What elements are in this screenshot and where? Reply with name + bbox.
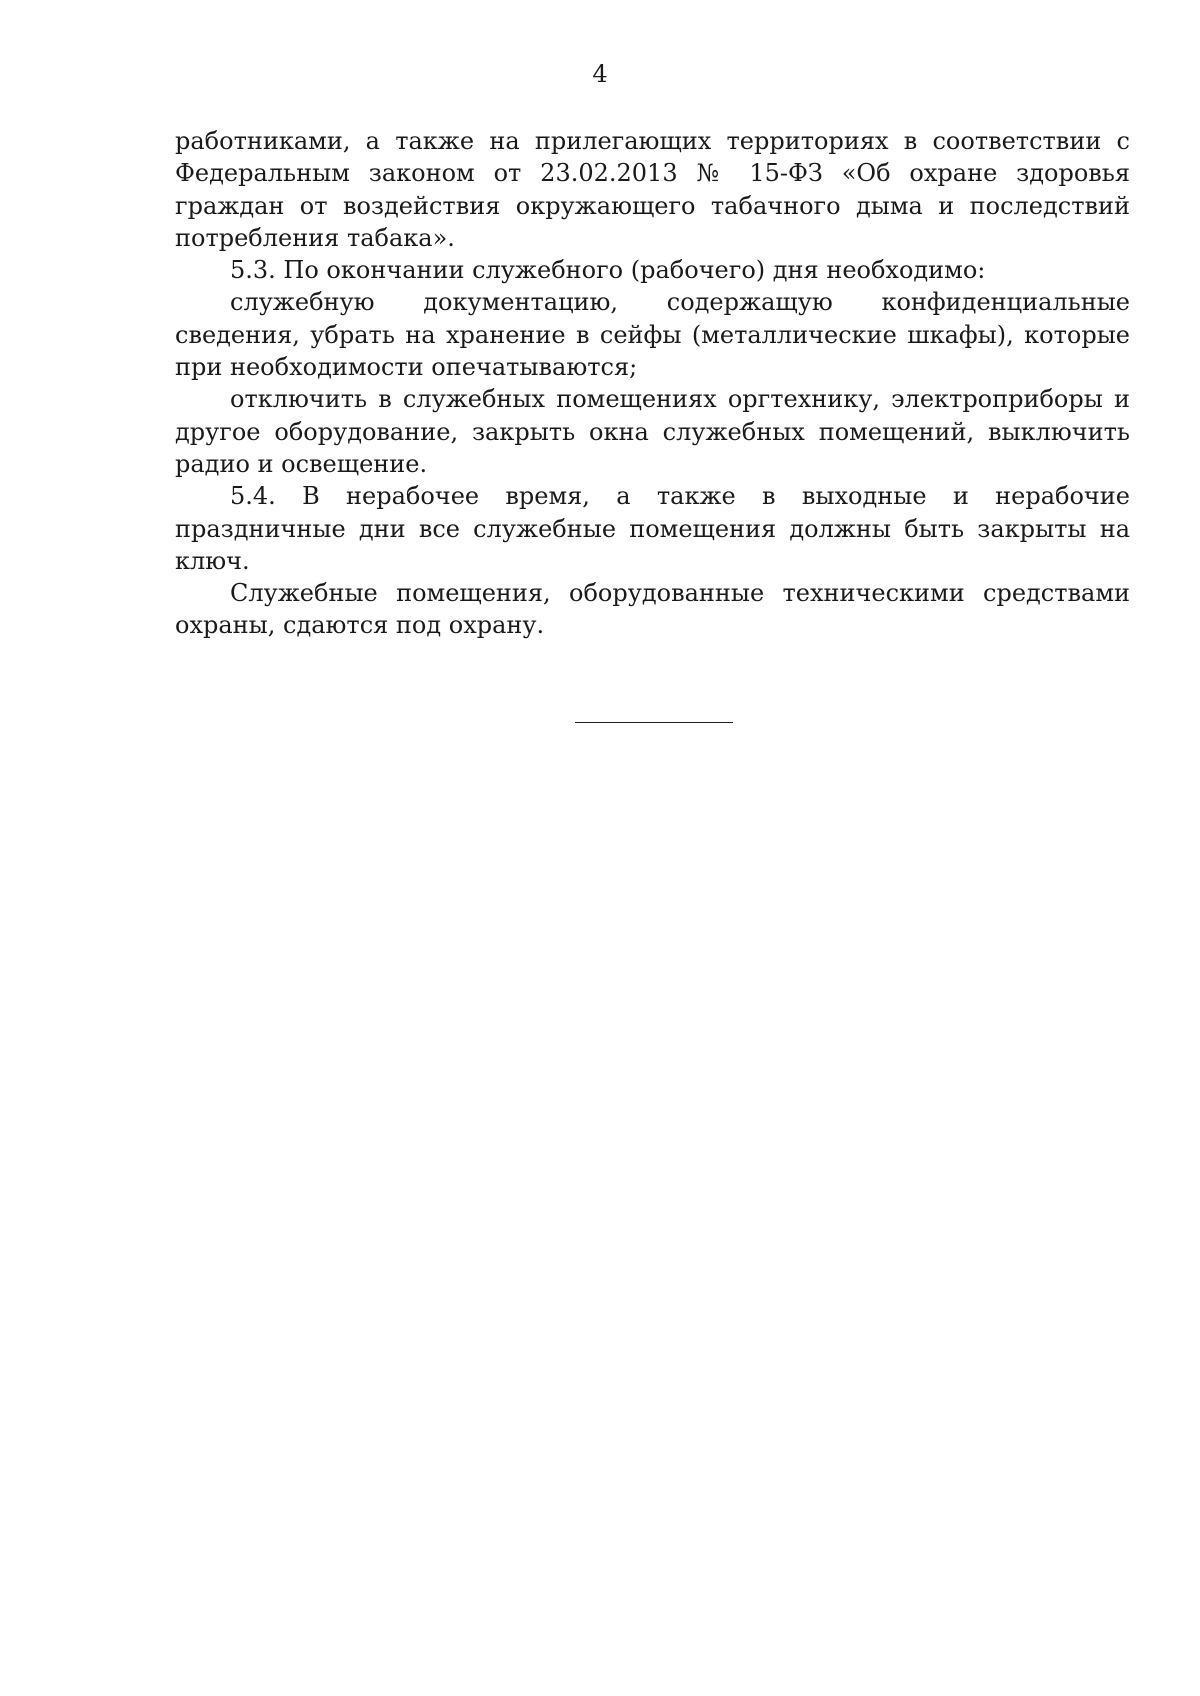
document-body (175, 125, 1130, 642)
paragraph-documents: служебную документацию, содержащую конфиденциальные сведения, убрать на хранение в сейфы (металлические шкафы), которые при необходимости опечатываются; (175, 288, 1130, 382)
paragraph-continuation: работниками, а также на прилегающих территориях в соответствии с Федеральным законом от 23.02.2013 № 15-ФЗ «Об охране здоровья граждан от воздействия окружающего табачного дыма и последствий потребления табака». (175, 127, 1130, 252)
paragraph-clause-5-3: 5.3. По окончании служебного (рабочего) дня необходимо: (230, 256, 986, 285)
end-of-text-divider (575, 722, 733, 723)
paragraph-clause-5-4: 5.4. В нерабочее время, а также в выходные и нерабочие праздничные дни все служебные помещения должны быть закрыты на ключ. (175, 482, 1130, 575)
paragraph-security: Служебные помещения, оборудованные техническими средствами охраны, сдаются под охрану. (175, 579, 1130, 640)
paragraph-equipment: отключить в служебных помещениях оргтехнику, электроприборы и другое оборудование, закрыть окна служебных помещений, выключить радио и освещение. (175, 385, 1130, 478)
page-number: 4 (592, 60, 608, 88)
